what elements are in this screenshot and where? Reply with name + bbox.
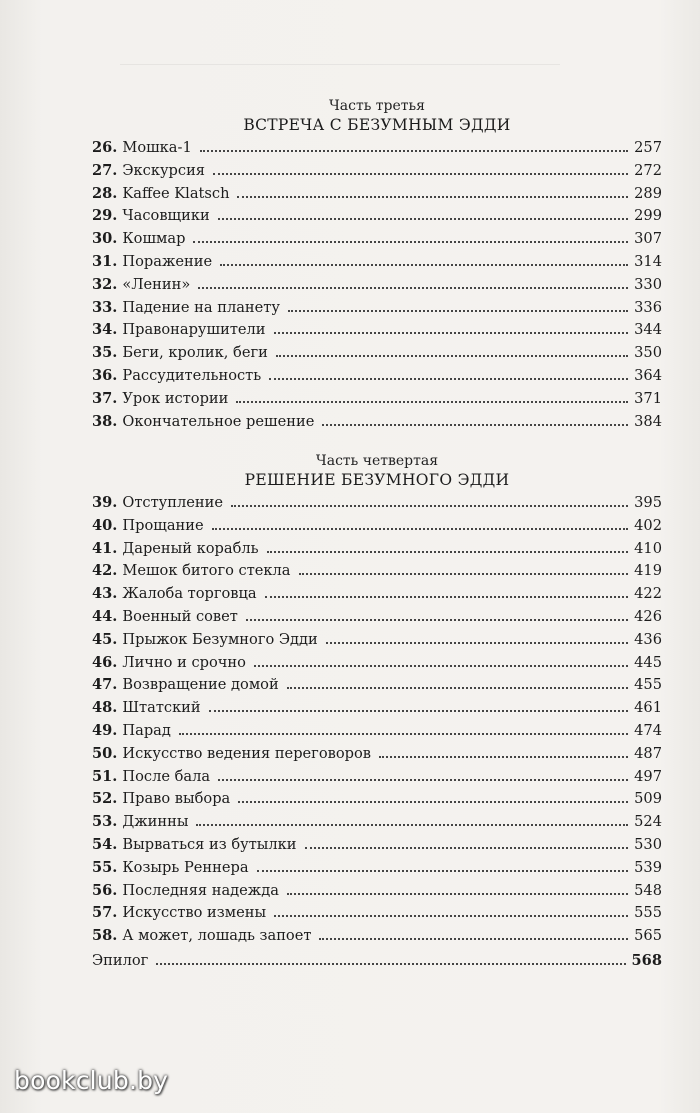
toc-entry-title: Урок истории [122, 389, 229, 407]
part-label: Часть третья [328, 98, 426, 114]
toc-leader-dots [299, 573, 629, 575]
toc-entry-page: 330 [634, 275, 662, 293]
toc-leader-dots [322, 424, 628, 426]
toc-entry-number: 31. [92, 252, 118, 270]
toc-leader-dots [212, 528, 629, 530]
toc-entry [92, 722, 662, 745]
toc-entry-epilogue [92, 952, 662, 975]
toc-entry-page: 555 [634, 904, 662, 922]
toc-leader-dots [274, 332, 629, 334]
toc-entry [92, 413, 662, 436]
toc-entry-title: Парад [122, 721, 171, 739]
toc-entry-title: Рассудительность [122, 366, 262, 384]
toc-entry-page: 336 [634, 298, 662, 316]
toc-entry-number: 37. [92, 389, 118, 407]
toc-entry-page: 548 [634, 881, 662, 899]
toc-entry-title: Мошка-1 [122, 139, 192, 156]
toc-entry-number: 47. [92, 676, 118, 694]
toc-entry-title: Окончательное решение [122, 412, 315, 430]
toc-entry [92, 162, 662, 185]
toc-entry [92, 390, 662, 413]
toc-entry-title: Козырь Реннера [122, 858, 249, 876]
toc-entry [92, 882, 662, 905]
toc-entry-title: Беги, кролик, беги [122, 344, 268, 362]
toc-entry [92, 904, 662, 927]
toc-entry-title: Экскурсия [122, 161, 206, 179]
toc-entry-number: 46. [92, 653, 118, 671]
toc-entry-title: Штатский [122, 699, 201, 717]
toc-entry [92, 608, 662, 631]
toc-leader-dots [287, 893, 628, 895]
toc-entry [92, 859, 662, 882]
toc-leader-dots [218, 779, 628, 781]
toc-leader-dots [156, 963, 625, 965]
part-title: РЕШЕНИЕ БЕЗУМНОГО ЭДДИ [244, 471, 510, 489]
toc-entry-number: 33. [92, 298, 118, 316]
toc-entry [92, 207, 662, 230]
toc-entry-title: «Ленин» [122, 275, 191, 293]
toc-entry [92, 253, 662, 276]
toc-leader-dots [287, 687, 628, 689]
toc-entry-title: Право выбора [122, 790, 231, 808]
toc-entry-page: 402 [634, 516, 662, 534]
toc-entry-number: 41. [92, 539, 118, 557]
toc-entry [92, 927, 662, 950]
toc-entry-page: 474 [634, 721, 662, 739]
toc-leader-dots [236, 401, 628, 403]
toc-entry-title: Лично и срочно [122, 653, 246, 671]
toc-entry-page: 487 [634, 744, 662, 762]
toc-entry [92, 562, 662, 585]
toc-entry-title: Мешок битого стекла [122, 562, 291, 580]
toc-entry-title: Kaffee Klatsch [122, 184, 230, 202]
toc-entry-page: 497 [634, 767, 662, 785]
toc-entry [92, 230, 662, 253]
toc-entry-number: 29. [92, 207, 118, 225]
toc-entry-page: 422 [634, 585, 662, 603]
toc-leader-dots [254, 665, 628, 667]
toc-entry-page: 568 [631, 951, 662, 969]
toc-entry-title: Отступление [122, 494, 223, 511]
toc-entry-title: Последняя надежда [122, 881, 279, 899]
toc-leader-dots [179, 733, 628, 735]
toc-entry-title: Дареный корабль [122, 539, 259, 557]
toc-entry [92, 768, 662, 791]
toc-entry-number: 48. [92, 699, 118, 717]
toc-entry-page: 524 [634, 813, 662, 831]
toc-entry-number: 49. [92, 721, 118, 739]
toc-entry-page: 565 [634, 927, 662, 945]
toc-leader-dots [274, 915, 628, 917]
toc-entry-number: 26. [92, 139, 118, 156]
toc-entry-number: 35. [92, 344, 118, 362]
toc-entry-number: 27. [92, 161, 118, 179]
toc-entry-number: 54. [92, 835, 118, 853]
toc-list [92, 494, 662, 950]
toc-entry-number: 58. [92, 927, 118, 945]
toc-entry [92, 344, 662, 367]
toc-entry-title: Вырваться из бутылки [122, 835, 297, 853]
toc-entry-page: 461 [634, 699, 662, 717]
toc-entry-page: 364 [634, 366, 662, 384]
toc-leader-dots [218, 218, 628, 220]
watermark: bookclub.by [14, 1066, 169, 1095]
toc-entry-title: Эпилог [92, 951, 149, 969]
toc-entry-page: 530 [634, 835, 662, 853]
toc-entry-number: 42. [92, 562, 118, 580]
toc-entry [92, 654, 662, 677]
toc-leader-dots [305, 847, 629, 849]
part-label: Часть четвертая [315, 453, 439, 469]
toc-entry-number: 40. [92, 516, 118, 534]
toc-leader-dots [200, 150, 628, 152]
toc-entry [92, 790, 662, 813]
toc-entry [92, 139, 662, 162]
toc-entry [92, 367, 662, 390]
toc-leader-dots [257, 870, 629, 872]
toc-entry [92, 836, 662, 859]
toc-entry-title: Искусство ведения переговоров [122, 744, 371, 762]
toc-entry-page: 395 [634, 494, 662, 511]
toc-entry-number: 56. [92, 881, 118, 899]
toc-entry-number: 44. [92, 607, 118, 625]
toc-entry-title: Падение на планету [122, 298, 280, 316]
part-title: ВСТРЕЧА С БЕЗУМНЫМ ЭДДИ [243, 116, 511, 134]
toc-leader-dots [319, 938, 628, 940]
toc-entry-page: 539 [634, 858, 662, 876]
toc-entry-number: 32. [92, 275, 118, 293]
toc-entry [92, 321, 662, 344]
toc-entry-title: После бала [122, 767, 211, 785]
toc-entry-number: 39. [92, 494, 118, 511]
toc-entry-page: 299 [634, 207, 662, 225]
toc-entry [92, 299, 662, 322]
toc-entry-page: 455 [634, 676, 662, 694]
toc-entry-number: 50. [92, 744, 118, 762]
toc-entry-page: 445 [634, 653, 662, 671]
toc-entry-page: 509 [634, 790, 662, 808]
toc-entry-title: Прощание [122, 516, 204, 534]
toc-leader-dots [231, 505, 628, 507]
toc-entry [92, 276, 662, 299]
toc-entry [92, 517, 662, 540]
toc-entry-number: 53. [92, 813, 118, 831]
toc-part-4 [92, 452, 662, 975]
toc-entry-number: 51. [92, 767, 118, 785]
toc-entry-title: Возвращение домой [122, 676, 279, 694]
toc-entry-title: Поражение [122, 252, 213, 270]
toc-entry [92, 699, 662, 722]
bleed-through [120, 46, 560, 65]
toc-entry [92, 813, 662, 836]
toc-entry [92, 185, 662, 208]
toc-part-3 [92, 97, 662, 435]
toc-entry-title: Военный совет [122, 607, 238, 625]
toc-leader-dots [246, 619, 628, 621]
toc-entry-number: 57. [92, 904, 118, 922]
toc-leader-dots [379, 756, 628, 758]
toc-entry-number: 55. [92, 858, 118, 876]
toc-leader-dots [237, 196, 628, 198]
toc-entry-page: 257 [634, 139, 662, 156]
toc-entry-number: 36. [92, 366, 118, 384]
toc-entry-page: 410 [634, 539, 662, 557]
toc-entry-title: Прыжок Безумного Эдди [122, 630, 318, 648]
toc-entry [92, 631, 662, 654]
toc-entry-title: Джинны [122, 813, 189, 831]
toc-leader-dots [326, 642, 628, 644]
toc-leader-dots [196, 824, 628, 826]
toc-entry-title: Искусство измены [122, 904, 267, 922]
toc-entry-number: 30. [92, 230, 118, 248]
toc-entry [92, 585, 662, 608]
toc-leader-dots [269, 378, 628, 380]
toc-entry [92, 540, 662, 563]
toc-entry-number: 43. [92, 585, 118, 603]
toc-entry-page: 272 [634, 161, 662, 179]
toc-entry-number: 28. [92, 184, 118, 202]
toc-entry-page: 426 [634, 607, 662, 625]
toc-list [92, 139, 662, 435]
toc-entry-page: 314 [634, 252, 662, 270]
toc-entry-title: Кошмар [122, 230, 186, 248]
toc-leader-dots [267, 551, 629, 553]
toc-entry-number: 45. [92, 630, 118, 648]
toc-leader-dots [288, 310, 628, 312]
toc-entry-page: 436 [634, 630, 662, 648]
toc-entry-page: 307 [634, 230, 662, 248]
toc-leader-dots [265, 596, 629, 598]
toc-entry-page: 289 [634, 184, 662, 202]
toc-entry-number: 38. [92, 412, 118, 430]
toc-entry [92, 676, 662, 699]
toc-leader-dots [213, 173, 628, 175]
toc-leader-dots [220, 264, 628, 266]
toc-entry-title: А может, лошадь запоет [122, 927, 312, 945]
toc-entry-page: 371 [634, 389, 662, 407]
toc-entry-title: Жалоба торговца [122, 585, 257, 603]
toc-leader-dots [276, 355, 628, 357]
toc-leader-dots [238, 801, 628, 803]
toc-entry-title: Часовщики [122, 207, 210, 225]
toc-entry-number: 52. [92, 790, 118, 808]
toc-entry [92, 745, 662, 768]
toc-entry-page: 350 [634, 344, 662, 362]
toc-leader-dots [209, 710, 629, 712]
toc-leader-dots [193, 241, 628, 243]
toc-entry-page: 384 [634, 412, 662, 430]
toc-leader-dots [198, 287, 628, 289]
toc-entry-number: 34. [92, 321, 118, 339]
toc-entry-title: Правонарушители [122, 321, 266, 339]
toc-entry-page: 344 [634, 321, 662, 339]
toc-entry [92, 494, 662, 517]
toc-entry-page: 419 [634, 562, 662, 580]
